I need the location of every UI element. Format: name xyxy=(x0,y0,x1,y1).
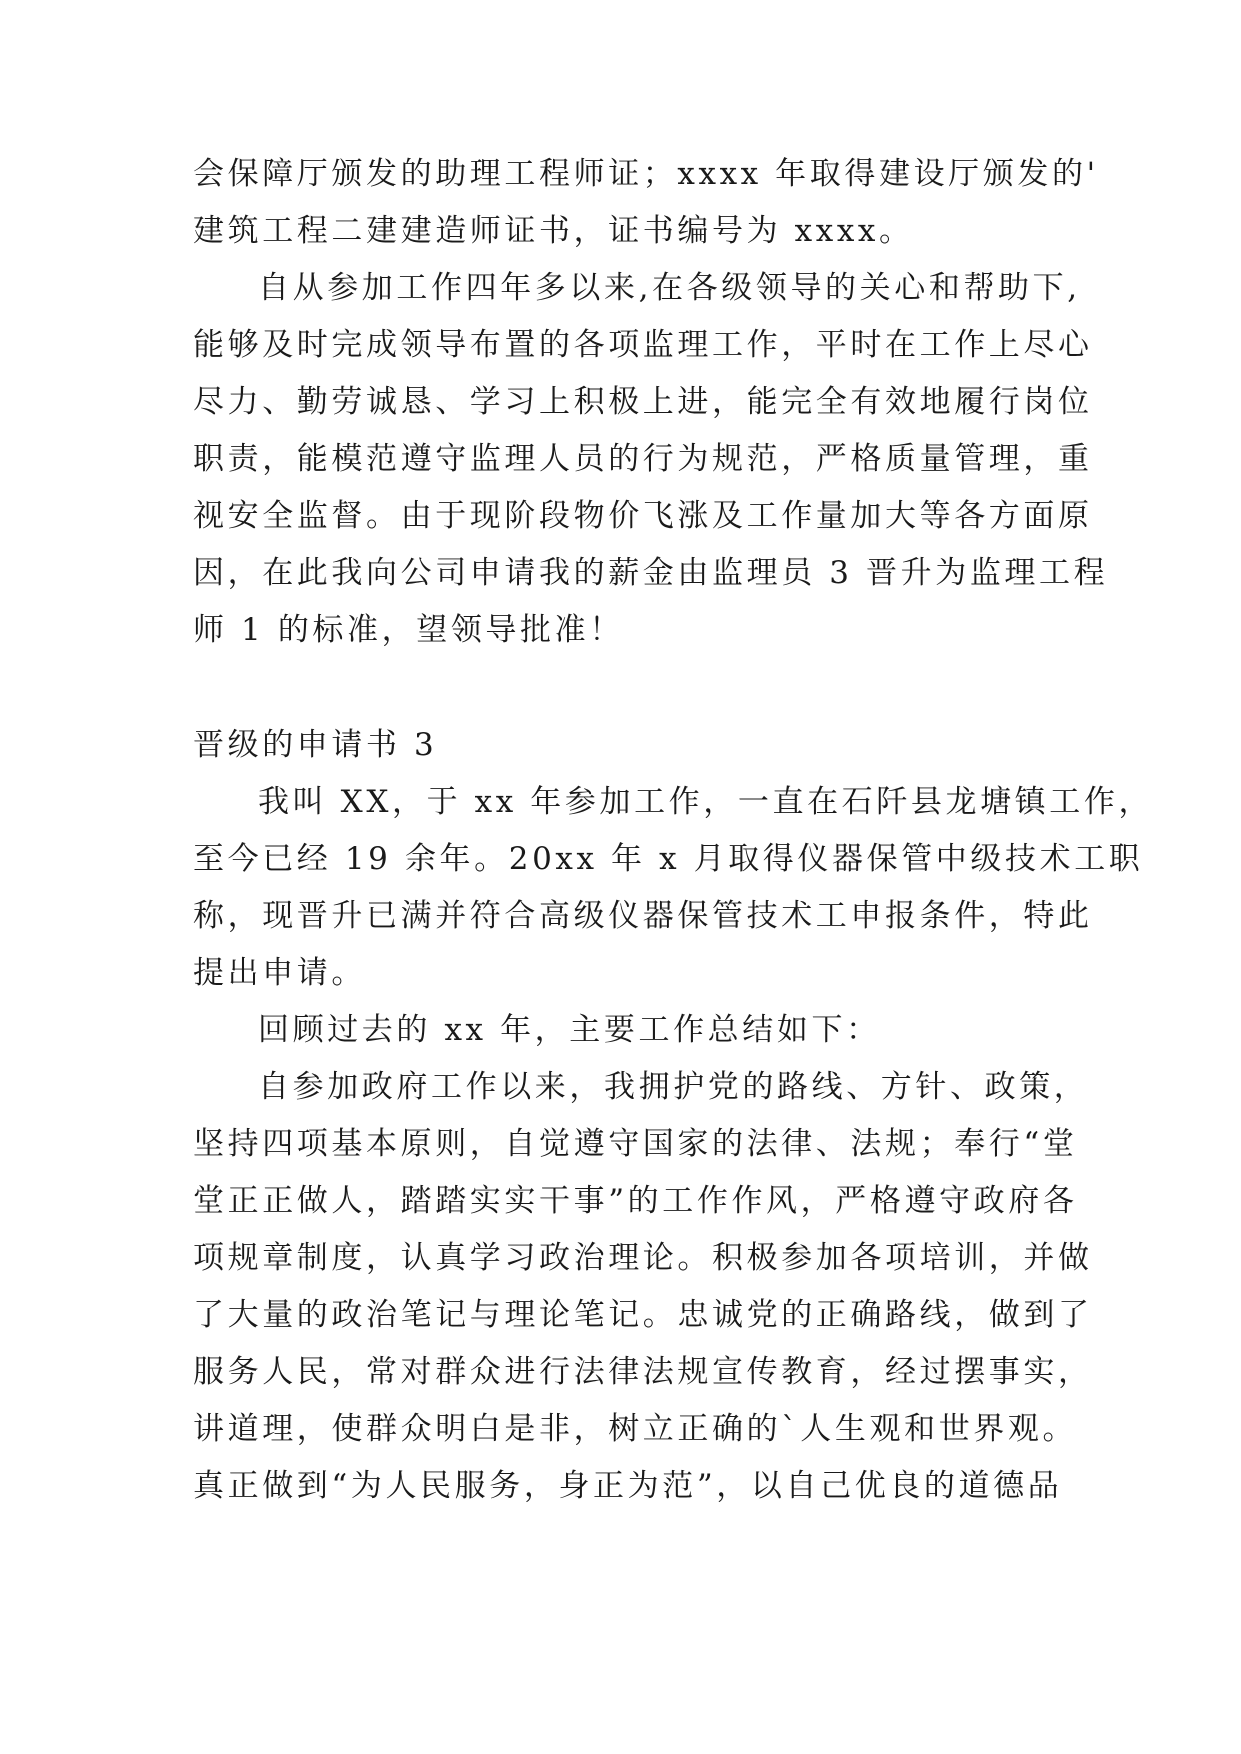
text-line: 尽力、勤劳诚恳、学习上积极上进，能完全有效地履行岗位 xyxy=(193,384,1093,420)
text-line: 会保障厅颁发的助理工程师证；xxxx 年取得建设厅颁发的' xyxy=(193,156,1099,192)
paragraph-start-line: 我叫 XX，于 xx 年参加工作，一直在石阡县龙塘镇工作， xyxy=(258,784,1154,820)
text-line: 至今已经 19 余年。20xx 年 x 月取得仪器保管中级技术工职 xyxy=(193,841,1144,877)
section-heading: 晋级的申请书 3 xyxy=(193,727,438,763)
text-line: 建筑工程二建建造师证书，证书编号为 xxxx。 xyxy=(193,213,914,249)
text-line: 因，在此我向公司申请我的薪金由监理员 3 晋升为监理工程 xyxy=(193,555,1109,591)
text-line: 视安全监督。由于现阶段物价飞涨及工作量加大等各方面原 xyxy=(193,498,1093,534)
text-line: 称，现晋升已满并符合高级仪器保管技术工申报条件，特此 xyxy=(193,898,1093,934)
text-line: 服务人民，常对群众进行法律法规宣传教育，经过摆事实， xyxy=(193,1354,1093,1390)
text-line: 讲道理，使群众明白是非，树立正确的`人生观和世界观。 xyxy=(193,1411,1078,1447)
text-line: 能够及时完成领导布置的各项监理工作，平时在工作上尽心 xyxy=(193,327,1093,363)
text-line: 提出申请。 xyxy=(193,955,366,991)
text-line: 了大量的政治笔记与理论笔记。忠诚党的正确路线，做到了 xyxy=(193,1297,1093,1333)
text-line: 师 1 的标准，望领导批准！ xyxy=(193,612,624,648)
text-line: 真正做到“为人民服务，身正为范”，以自己优良的道德品 xyxy=(193,1468,1063,1504)
text-line: 职责，能模范遵守监理人员的行为规范，严格质量管理，重 xyxy=(193,441,1093,477)
text-line: 堂正正做人，踏踏实实干事”的工作作风，严格遵守政府各 xyxy=(193,1183,1078,1219)
paragraph-start-line: 回顾过去的 xx 年，主要工作总结如下： xyxy=(258,1012,881,1048)
text-line: 坚持四项基本原则，自觉遵守国家的法律、法规；奉行“堂 xyxy=(193,1126,1078,1162)
paragraph-start-line: 自参加政府工作以来，我拥护党的路线、方针、政策， xyxy=(258,1069,1089,1105)
paragraph-start-line: 自从参加工作四年多以来,在各级领导的关心和帮助下, xyxy=(258,270,1081,306)
text-line: 项规章制度，认真学习政治理论。积极参加各项培训，并做 xyxy=(193,1240,1093,1276)
